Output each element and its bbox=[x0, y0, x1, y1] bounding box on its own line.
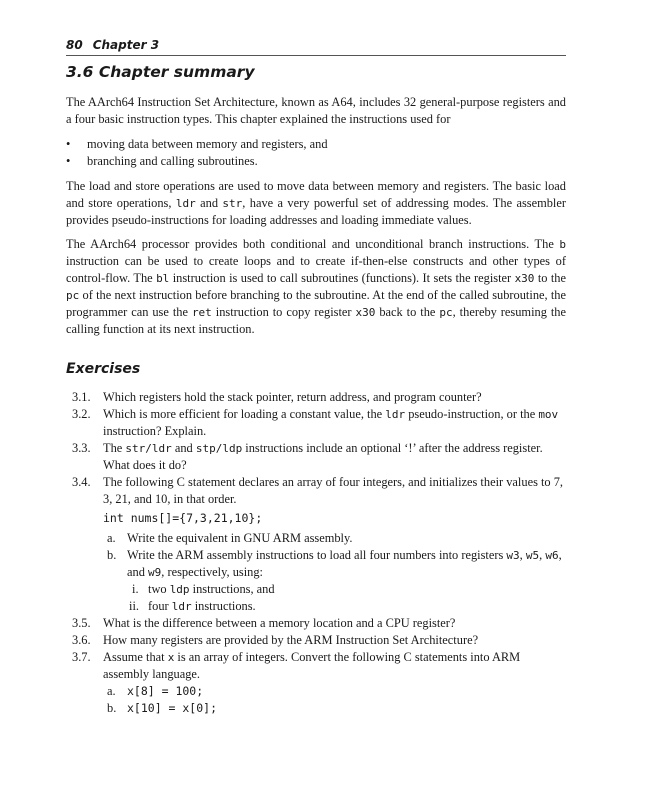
summary-paragraph-2 bbox=[66, 178, 566, 229]
inline-code: str/ldr bbox=[125, 442, 172, 455]
text-run: is an array of integers. Convert the following C statements into ARM assembly language. bbox=[103, 650, 521, 681]
inline-code: x bbox=[167, 651, 175, 664]
text-run: The load and store operations are used to move data between memory and registers. The basic load and store operations, bbox=[66, 179, 566, 210]
inline-code: ldr bbox=[171, 600, 192, 613]
text-run: instructions, and bbox=[189, 582, 275, 596]
sub-sub-label: i. bbox=[132, 582, 139, 596]
text-run: and bbox=[171, 441, 196, 455]
summary-bullet-list bbox=[66, 136, 566, 170]
bullet-item: • branching and calling subroutines. bbox=[66, 153, 566, 170]
inline-code: x30 bbox=[514, 272, 535, 285]
exercise-text: What is the difference between a memory location and a CPU register? bbox=[103, 616, 456, 630]
sub-question-b bbox=[103, 700, 566, 717]
text-run: , bbox=[539, 548, 546, 562]
summary-paragraph-2-block bbox=[66, 178, 566, 229]
exercise-number: 3.7. bbox=[72, 650, 91, 664]
summary-paragraph-1: The AArch64 Instruction Set Architecture, known as A64, includes 32 general-purpose registers and a four basic instruction types. This chapter explained the instructions used for bbox=[66, 95, 566, 126]
exercise-item bbox=[66, 615, 566, 632]
sub-sub-label: ii. bbox=[129, 599, 139, 613]
page-number: 80 bbox=[66, 38, 83, 52]
text-run: two bbox=[148, 582, 170, 596]
sub-label: b. bbox=[107, 701, 117, 715]
exercise-item bbox=[66, 440, 566, 474]
text-run: instruction can be used to create loops and to create if-then-else constructs and other types of control-flow. The bbox=[66, 254, 566, 285]
c-statement: x[10] = x[0]; bbox=[127, 701, 218, 715]
summary-bullets-block bbox=[66, 136, 566, 170]
c-statement: x[8] = 100; bbox=[127, 684, 204, 698]
exercise-item bbox=[66, 406, 566, 440]
sub-sub-question-ii bbox=[127, 598, 566, 615]
inline-code: str bbox=[222, 197, 243, 210]
exercise-list bbox=[66, 389, 566, 717]
text-run: to the bbox=[534, 271, 566, 285]
summary-paragraph-1-block bbox=[66, 94, 566, 128]
text-run: instructions. bbox=[191, 599, 256, 613]
inline-code: w3 bbox=[506, 549, 520, 562]
inline-code: ret bbox=[191, 306, 212, 319]
text-run: Assume that bbox=[103, 650, 168, 664]
code-block bbox=[103, 510, 566, 527]
exercise-number: 3.2. bbox=[72, 407, 91, 421]
section-title: 3.6 Chapter summary bbox=[66, 63, 255, 81]
exercise-text: How many registers are provided by the ARM Instruction Set Architecture? bbox=[103, 633, 479, 647]
text-run: instruction is used to call subroutines (functions). It sets the register bbox=[169, 271, 515, 285]
text-run: , bbox=[519, 548, 526, 562]
sub-question-a bbox=[103, 530, 566, 547]
text-run: Which is more efficient for loading a constant value, the bbox=[103, 407, 386, 421]
text-run: and bbox=[195, 196, 223, 210]
exercise-item bbox=[66, 389, 566, 406]
text-run: four bbox=[148, 599, 172, 613]
sub-question-b bbox=[103, 547, 566, 615]
exercise-number: 3.3. bbox=[72, 441, 91, 455]
exercise-item bbox=[66, 649, 566, 717]
sub-text: Write the equivalent in GNU ARM assembly. bbox=[127, 531, 353, 545]
text-run: , thereby resuming the calling function at its next instruction. bbox=[66, 305, 567, 336]
c-array-declaration: int nums[]={7,3,21,10}; bbox=[103, 511, 263, 525]
summary-paragraph-3-block bbox=[66, 236, 566, 338]
sub-label: a. bbox=[107, 531, 116, 545]
sub-label: a. bbox=[107, 684, 116, 698]
chapter-label: Chapter 3 bbox=[92, 38, 160, 52]
inline-code: ldp bbox=[169, 583, 190, 596]
inline-code: ldr bbox=[175, 197, 196, 210]
inline-code: b bbox=[559, 238, 566, 251]
exercise-number: 3.4. bbox=[72, 475, 91, 489]
text-run: back to the bbox=[375, 305, 440, 319]
sub-label: b. bbox=[107, 548, 117, 562]
exercise-text: The following C statement declares an array of four integers, and initializes their values to 7, 3, 21, and 10, in that order. bbox=[103, 475, 564, 506]
sub-sub-question-i bbox=[127, 581, 566, 598]
exercise-item bbox=[66, 632, 566, 649]
exercise-item bbox=[66, 474, 566, 615]
inline-code: mov bbox=[538, 408, 559, 421]
inline-code: ldr bbox=[385, 408, 406, 421]
inline-code: w9 bbox=[148, 566, 162, 579]
inline-code: w5 bbox=[525, 549, 540, 562]
text-run: , and bbox=[127, 548, 562, 579]
text-run: of the next instruction before branching to the subroutine. At the end of the called subroutine, the programmer can use the bbox=[66, 288, 566, 319]
exercise-number: 3.5. bbox=[72, 616, 91, 630]
inline-code: stp/ldp bbox=[195, 442, 243, 455]
text-run: instruction to copy register bbox=[211, 305, 356, 319]
summary-paragraph-3 bbox=[66, 236, 566, 338]
inline-code: pc bbox=[66, 289, 80, 302]
inline-code: bl bbox=[156, 272, 170, 285]
text-run: The bbox=[103, 441, 126, 455]
text-run: instructions include an optional ‘!’ after the address register. What does it do? bbox=[103, 441, 543, 472]
text-run: , respectively, using: bbox=[161, 565, 263, 579]
text-run: instruction? Explain. bbox=[103, 424, 207, 438]
text-run: , have a very powerful set of addressing modes. The assembler provides pseudo-instructions for loading addresses and loading immediate values. bbox=[66, 196, 566, 227]
text-run: Write the ARM assembly instructions to load all four numbers into registers bbox=[127, 548, 507, 562]
inline-code: x30 bbox=[355, 306, 376, 319]
exercises-title: Exercises bbox=[66, 361, 141, 377]
exercise-text: Which registers hold the stack pointer, return address, and program counter? bbox=[103, 390, 482, 404]
exercise-number: 3.6. bbox=[72, 633, 91, 647]
running-head bbox=[66, 38, 566, 56]
text-run: pseudo-instruction, or the bbox=[405, 407, 539, 421]
inline-code: pc bbox=[439, 306, 453, 319]
text-run: The AArch64 processor provides both conditional and unconditional branch instructions. The bbox=[66, 237, 560, 251]
sub-question-a bbox=[103, 683, 566, 700]
inline-code: w6 bbox=[545, 549, 559, 562]
bullet-item: • moving data between memory and registers, and bbox=[66, 136, 566, 153]
exercise-number: 3.1. bbox=[72, 390, 91, 404]
